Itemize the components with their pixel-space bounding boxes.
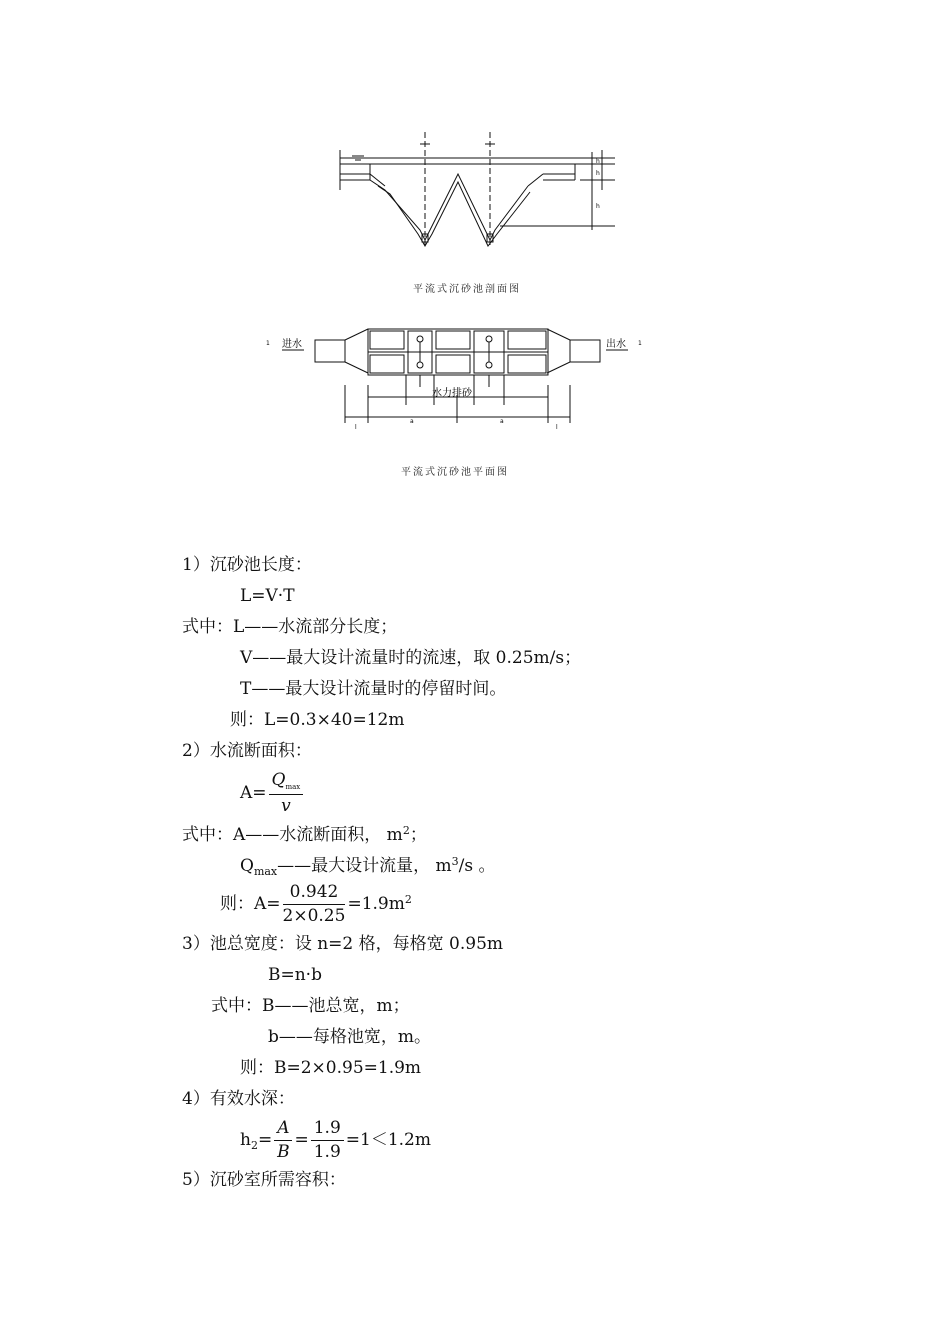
s3-where-2: b——每格池宽，m。	[268, 1027, 432, 1047]
s2-result-fraction: $\frac{0.942}{2\times 0.25}$	[282, 882, 346, 926]
s3-where-1: 式中：B——池总宽，m；	[211, 996, 410, 1016]
s3-heading: 3）池总宽度：设 n=2 格，每格宽 0.95m	[182, 934, 504, 954]
inlet-label: 进水	[282, 339, 302, 350]
dim-h2-label: h	[596, 170, 600, 177]
plan-caption: 平流式沉砂池平面图	[401, 467, 509, 478]
s1-where-1: 式中：L——水流部分长度；	[182, 617, 398, 637]
dim-a-right: a	[500, 418, 504, 425]
s2-formula	[240, 772, 305, 815]
s2-num: Q	[271, 770, 286, 790]
s1-result: 则：L=0.3×40=12m	[230, 710, 405, 730]
s2-result: 则：A= $\frac{0.942}{2\times 0.25}$ $=1.9m^2$	[220, 882, 412, 926]
s2-heading: 2）水流断面积：	[182, 741, 312, 761]
drain-label: 水力排砂	[432, 388, 472, 399]
s4-formula: $h_2=$ $\frac{A}{B}$ = $\frac{1.9}{1.9}$ =1＜1.2m	[240, 1118, 431, 1162]
s3-formula: B=n·b	[268, 965, 322, 985]
section-mark-right: 1	[638, 340, 642, 347]
s5-heading: 5）沉砂室所需容积：	[182, 1170, 346, 1190]
dim-h1-label: h	[596, 158, 600, 165]
outlet-label: 出水	[606, 339, 626, 350]
section-drawing	[330, 130, 620, 250]
s4-fraction-2: $\frac{1.9}{1.9}$	[311, 1120, 344, 1161]
dim-l-left: l	[355, 424, 357, 431]
s2-lhs: A=	[240, 783, 267, 803]
plan-drawing	[260, 325, 650, 435]
dim-l-right: l	[556, 424, 558, 431]
s4-fraction-1: $\frac{A}{B}$	[274, 1120, 292, 1161]
s3-result: 则：B=2×0.95=1.9m	[240, 1058, 422, 1078]
s2-num-sub: max	[285, 783, 301, 791]
s1-where-3: T——最大设计流量时的停留时间。	[240, 679, 507, 699]
s2-fraction	[269, 772, 304, 815]
s1-where-2: V——最大设计流量时的流速，取 0.25m/s；	[240, 648, 582, 668]
s2-where-1: 式中：A——水流断面积， $m^2$；	[182, 824, 427, 845]
s2-den: v	[281, 796, 291, 816]
s2-where-2: $Q_{max}——$最大设计流量， $m^3/s$ 。	[240, 855, 496, 878]
dim-a-left: a	[410, 418, 414, 425]
s4-heading: 4）有效水深：	[182, 1089, 295, 1109]
section-caption: 平流式沉砂池剖面图	[413, 284, 521, 295]
dim-h3-label: h	[596, 203, 600, 210]
s1-heading: 1）沉砂池长度：	[182, 555, 312, 575]
s1-formula: L=V·T	[240, 586, 295, 606]
section-mark-left: 1	[266, 340, 270, 347]
